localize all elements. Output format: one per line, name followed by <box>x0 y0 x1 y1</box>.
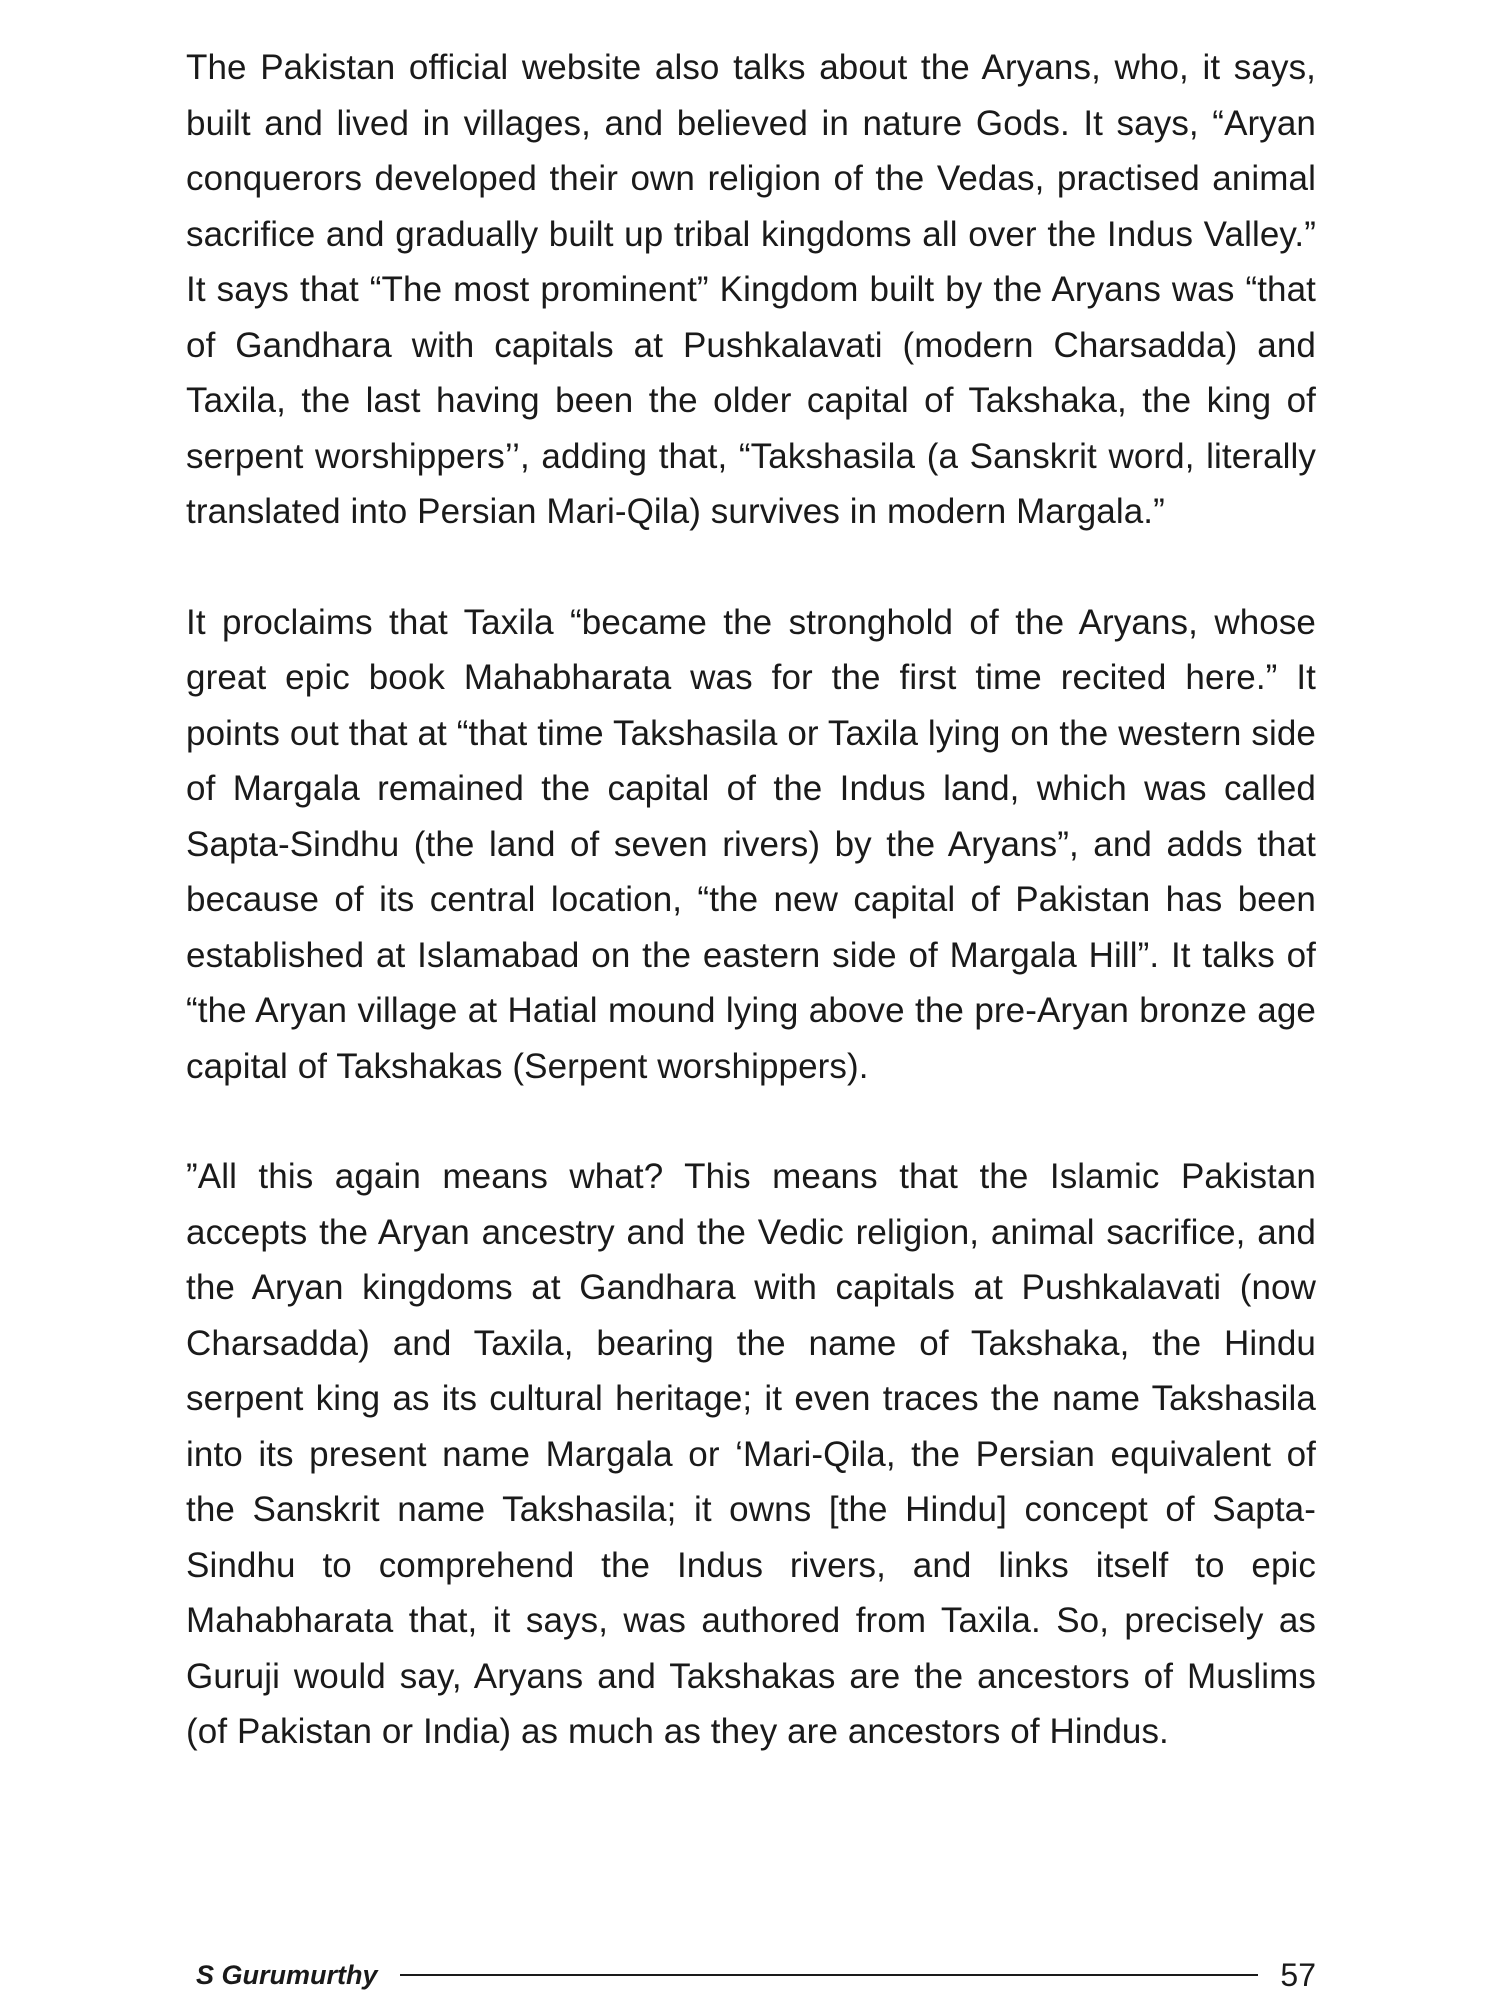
paragraph-2: It proclaims that Taxila “became the stronghold of the Aryans, whose great epic book Mahabharata was for the first time recited here.” It points out that at “that time Takshasila or Taxila lying on the western side of Margala remained the capital of the Indus land, which was called Sapta-Sindhu (the land of seven rivers) by the Aryans”, and adds that because of its central location, “the new capital of Pakistan has been established at Islamabad on the eastern side of Margala Hill”. It talks of “the Aryan village at Hatial mound lying above the pre-Aryan bronze age capital of Takshakas (Serpent worshippers). <box>186 602 1316 1086</box>
footer-rule <box>400 1974 1259 1976</box>
paragraph-1: The Pakistan official website also talks about the Aryans, who, it says, built and lived in villages, and believed in nature Gods. It says, “Aryan conquerors developed their own religion of the Vedas, practised animal sacrifice and gradually built up tribal kingdoms all over the Indus Valley.” It says that “The most prominent” Kingdom built by the Aryans was “that of Gandhara with capitals at Pushkalavati (modern Charsadda) and Taxila, the last having been the older capital of Takshaka, the king of serpent worshippers’’, adding that, “Takshasila (a Sanskrit word, literally translated into Persian Mari-Qila) survives in modern Margala.” <box>186 48 1316 531</box>
page-footer <box>196 1955 1316 1995</box>
paragraph-3: ”All this again means what? This means that the Islamic Pakistan accepts the Aryan ancestry and the Vedic religion, animal sacrifice, and the Aryan kingdoms at Gandhara with capitals at Pushkalavati (now Charsadda) and Taxila, bearing the name of Takshaka, the Hindu serpent king as its cultural heritage; it even traces the name Takshasila into its present name Margala or ‘Mari-Qila, the Persian equivalent of the Sanskrit name Takshasila; it owns [the Hindu] concept of Sapta-Sindhu to comprehend the Indus rivers, and links itself to epic Mahabharata that, it says, was authored from Taxila. So, precisely as Guruji would say, Aryans and Takshakas are the ancestors of Muslims (of Pakistan or India) as much as they are ancestors of Hindus. <box>186 1157 1316 1751</box>
book-page <box>186 40 1316 1760</box>
footer-author: S Gurumurthy <box>196 1959 378 1990</box>
page-number: 57 <box>1280 1956 1316 1993</box>
